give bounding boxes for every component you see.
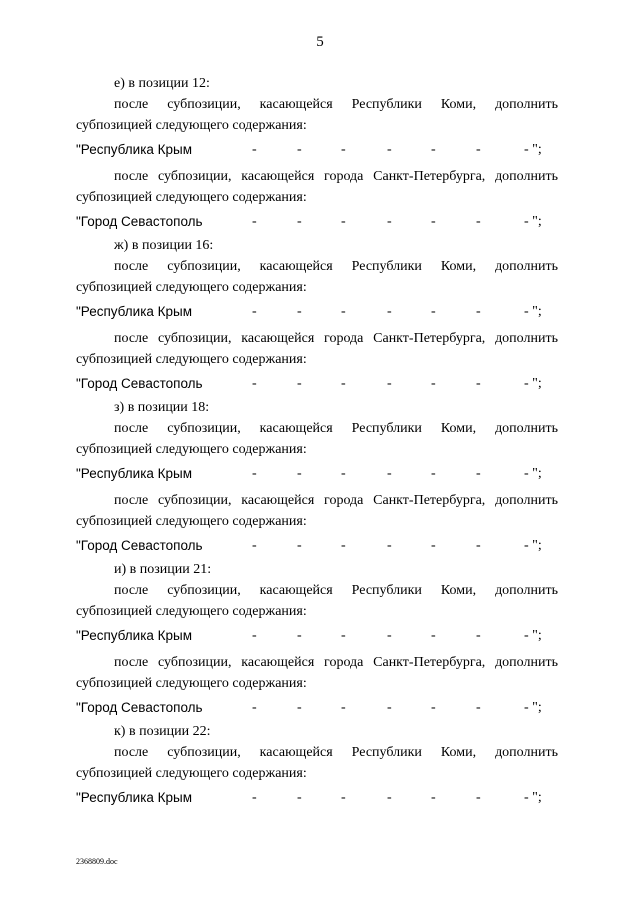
dash-mark: - [431, 214, 436, 229]
end-mark: - "; [524, 790, 542, 805]
dash-mark: - [297, 628, 302, 643]
crimea-entry [76, 465, 546, 482]
continuation-line: субпозицией следующего содержания: [76, 442, 307, 457]
dash-mark: - [476, 790, 481, 805]
word: после [114, 331, 149, 346]
word: Республики [351, 421, 422, 436]
entry-name: "Город Севастополь [76, 376, 203, 391]
dash-mark: - [297, 214, 302, 229]
end-mark: - "; [524, 142, 542, 157]
entry-name: "Республика Крым [76, 304, 193, 319]
dash-mark: - [387, 142, 392, 157]
word: Санкт-Петербурга, [373, 331, 486, 346]
word: дополнить [495, 259, 558, 274]
continuation-line: субпозицией следующего содержания: [76, 676, 307, 691]
word: Коми, [440, 421, 477, 436]
dash-mark: - [431, 304, 436, 319]
entry-name: "Город Севастополь [76, 538, 203, 553]
dash-mark: - [341, 376, 346, 391]
dash-mark: - [431, 628, 436, 643]
crimea-entry [76, 627, 546, 644]
continuation-line: субпозицией следующего содержания: [76, 352, 307, 367]
word: дополнить [495, 745, 558, 760]
after-komi-line [114, 420, 558, 437]
dash-mark: - [252, 214, 257, 229]
dash-mark: - [341, 142, 346, 157]
word: Санкт-Петербурга, [373, 493, 486, 508]
word: дополнить [495, 331, 558, 346]
end-mark: - "; [524, 466, 542, 481]
dash-mark: - [341, 538, 346, 553]
word: Республики [351, 259, 422, 274]
crimea-entry [76, 789, 546, 806]
word: Республики [351, 97, 422, 112]
entry-name: "Республика Крым [76, 790, 193, 805]
sevastopol-entry [76, 375, 546, 392]
dash-mark: - [252, 628, 257, 643]
continuation-line: субпозицией следующего содержания: [76, 280, 307, 295]
sevastopol-entry [76, 537, 546, 554]
page-number: 5 [316, 34, 324, 50]
dash-mark: - [387, 304, 392, 319]
dash-mark: - [252, 142, 257, 157]
word: города [324, 169, 364, 184]
dash-mark: - [341, 214, 346, 229]
sevastopol-entry [76, 213, 546, 230]
word: дополнить [495, 583, 558, 598]
dash-mark: - [297, 466, 302, 481]
word: касающейся [259, 97, 333, 112]
entry-name: "Республика Крым [76, 466, 193, 481]
word: Коми, [440, 745, 477, 760]
word: касающейся [259, 421, 333, 436]
dash-mark: - [252, 538, 257, 553]
word: касающейся [259, 745, 333, 760]
word: касающейся [241, 493, 315, 508]
word: касающейся [241, 169, 315, 184]
word: после [114, 583, 149, 598]
dash-mark: - [252, 466, 257, 481]
word: Коми, [440, 97, 477, 112]
dash-mark: - [431, 142, 436, 157]
end-mark: - "; [524, 700, 542, 715]
word: после [114, 655, 149, 670]
dash-mark: - [431, 466, 436, 481]
entry-name: "Город Севастополь [76, 700, 203, 715]
dash-mark: - [297, 538, 302, 553]
word: города [324, 493, 364, 508]
dash-mark: - [252, 790, 257, 805]
dash-mark: - [252, 700, 257, 715]
end-mark: - "; [524, 214, 542, 229]
dash-mark: - [341, 790, 346, 805]
word: субпозиции, [158, 169, 232, 184]
word: после [114, 745, 149, 760]
section-label: з) в позиции 18: [114, 400, 210, 415]
after-spb-line [114, 330, 558, 347]
word: Коми, [440, 259, 477, 274]
after-komi-line [114, 258, 558, 275]
entry-name: "Республика Крым [76, 628, 193, 643]
dash-mark: - [476, 628, 481, 643]
word: Республики [351, 745, 422, 760]
word: города [324, 655, 364, 670]
word: дополнить [495, 493, 558, 508]
dash-mark: - [476, 466, 481, 481]
dash-mark: - [297, 790, 302, 805]
dash-mark: - [297, 304, 302, 319]
dash-mark: - [387, 790, 392, 805]
dash-mark: - [297, 142, 302, 157]
dash-mark: - [476, 304, 481, 319]
dash-mark: - [387, 628, 392, 643]
after-spb-line [114, 654, 558, 671]
word: субпозиции, [167, 583, 241, 598]
entry-name: "Город Севастополь [76, 214, 203, 229]
word: Санкт-Петербурга, [373, 655, 486, 670]
dash-mark: - [387, 376, 392, 391]
word: субпозиции, [167, 259, 241, 274]
dash-mark: - [431, 376, 436, 391]
word: дополнить [495, 97, 558, 112]
word: субпозиции, [167, 745, 241, 760]
end-mark: - "; [524, 538, 542, 553]
dash-mark: - [431, 700, 436, 715]
word: дополнить [495, 169, 558, 184]
word: субпозиции, [158, 331, 232, 346]
dash-mark: - [431, 790, 436, 805]
crimea-entry [76, 303, 546, 320]
word: субпозиции, [158, 493, 232, 508]
after-spb-line [114, 492, 558, 509]
entry-name: "Республика Крым [76, 142, 193, 157]
dash-mark: - [341, 466, 346, 481]
dash-mark: - [252, 376, 257, 391]
dash-mark: - [387, 214, 392, 229]
dash-mark: - [387, 538, 392, 553]
word: касающейся [241, 331, 315, 346]
crimea-entry [76, 141, 546, 158]
footer-filename: 2368809.doc [76, 857, 118, 866]
word: субпозиции, [167, 421, 241, 436]
dash-mark: - [297, 700, 302, 715]
dash-mark: - [387, 466, 392, 481]
after-spb-line [114, 168, 558, 185]
dash-mark: - [476, 214, 481, 229]
dash-mark: - [431, 538, 436, 553]
word: касающейся [241, 655, 315, 670]
word: после [114, 169, 149, 184]
dash-mark: - [341, 304, 346, 319]
end-mark: - "; [524, 376, 542, 391]
dash-mark: - [341, 628, 346, 643]
word: города [324, 331, 364, 346]
section-label: е) в позиции 12: [114, 76, 210, 91]
word: субпозиции, [167, 97, 241, 112]
dash-mark: - [476, 700, 481, 715]
word: Санкт-Петербурга, [373, 169, 486, 184]
dash-mark: - [387, 700, 392, 715]
end-mark: - "; [524, 628, 542, 643]
word: после [114, 421, 149, 436]
after-komi-line [114, 96, 558, 113]
dash-mark: - [476, 538, 481, 553]
word: после [114, 259, 149, 274]
continuation-line: субпозицией следующего содержания: [76, 514, 307, 529]
section-label: к) в позиции 22: [114, 724, 211, 739]
continuation-line: субпозицией следующего содержания: [76, 766, 307, 781]
dash-mark: - [476, 142, 481, 157]
continuation-line: субпозицией следующего содержания: [76, 604, 307, 619]
after-komi-line [114, 582, 558, 599]
word: дополнить [495, 655, 558, 670]
dash-mark: - [252, 304, 257, 319]
word: после [114, 97, 149, 112]
word: дополнить [495, 421, 558, 436]
word: Республики [351, 583, 422, 598]
word: Коми, [440, 583, 477, 598]
dash-mark: - [341, 700, 346, 715]
after-komi-line [114, 744, 558, 761]
word: субпозиции, [158, 655, 232, 670]
word: после [114, 493, 149, 508]
word: касающейся [259, 583, 333, 598]
sevastopol-entry [76, 699, 546, 716]
continuation-line: субпозицией следующего содержания: [76, 118, 307, 133]
section-label: и) в позиции 21: [114, 562, 212, 577]
word: касающейся [259, 259, 333, 274]
dash-mark: - [476, 376, 481, 391]
dash-mark: - [297, 376, 302, 391]
continuation-line: субпозицией следующего содержания: [76, 190, 307, 205]
end-mark: - "; [524, 304, 542, 319]
section-label: ж) в позиции 16: [114, 238, 214, 253]
